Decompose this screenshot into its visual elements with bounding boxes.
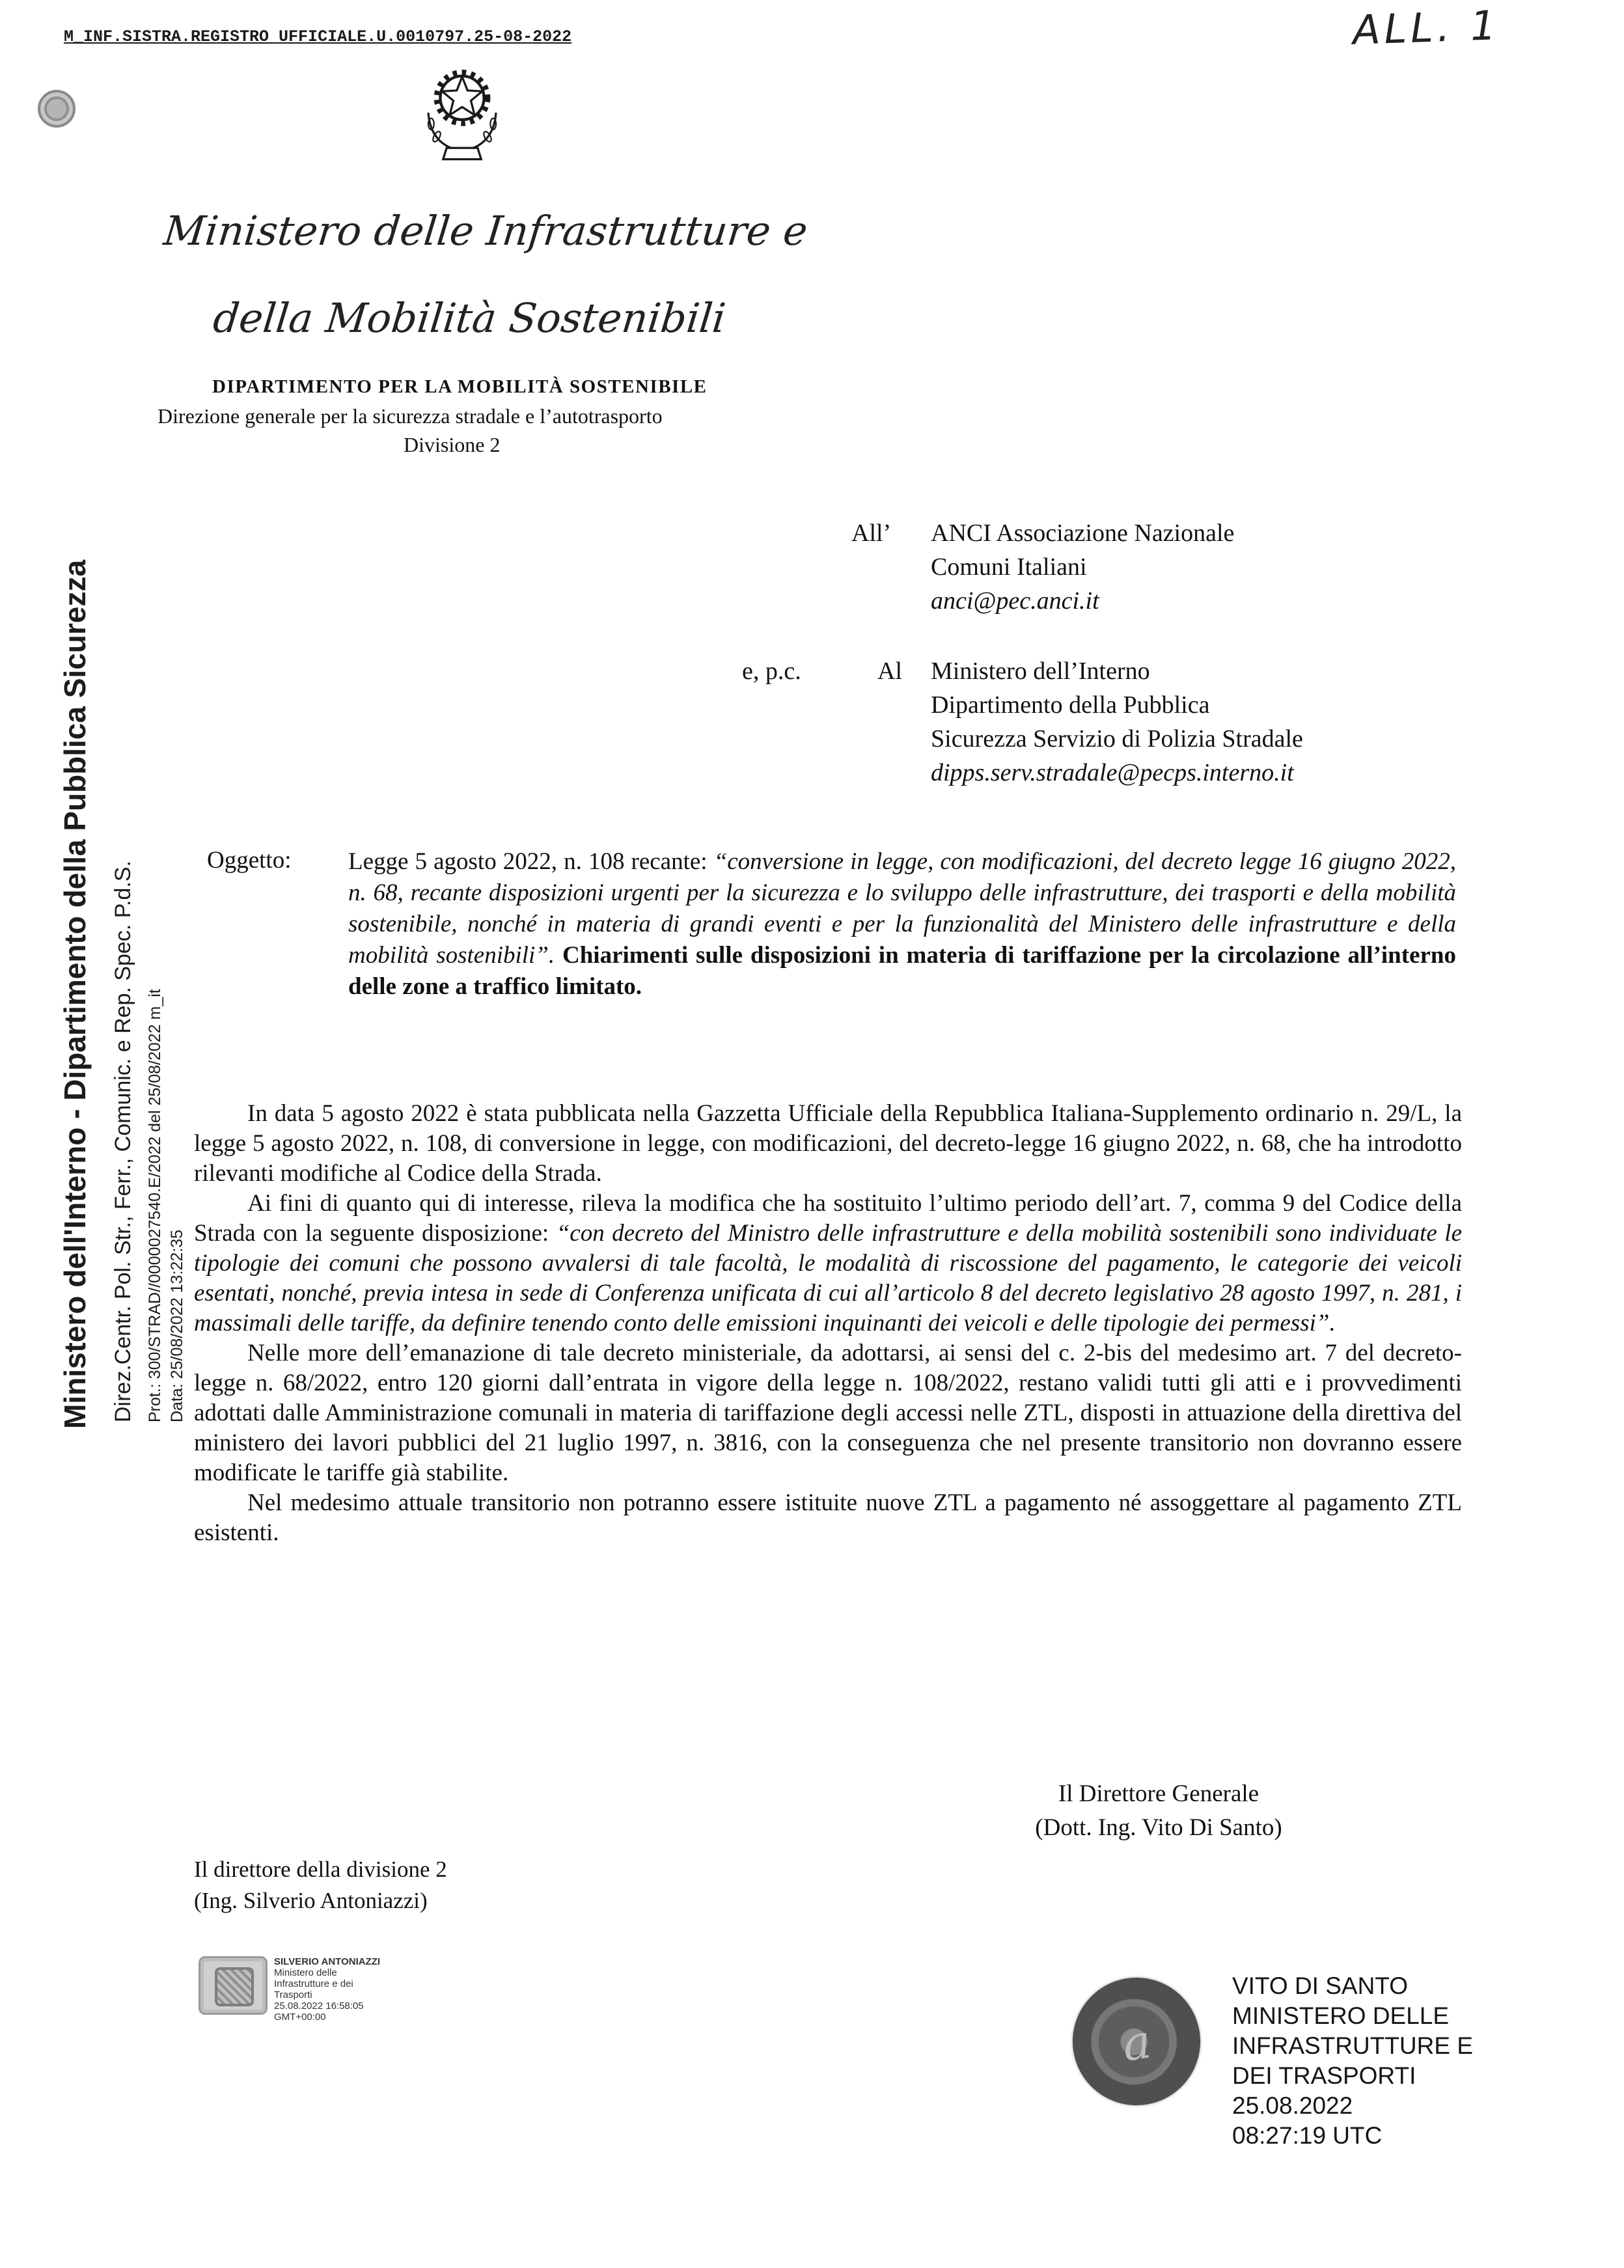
handwritten-annotation: ALL. 1 <box>1351 1 1501 54</box>
subject-label: Oggetto: <box>207 847 292 874</box>
timestamp-stamp-text <box>1232 1971 1473 2151</box>
subject-part-bold: Chiarimenti sulle disposizioni in materia di tariffazione per la circolazione all’interno delle zone a traffico limitato. <box>348 942 1456 1000</box>
stamp-name: VITO DI SANTO <box>1232 1972 1409 1999</box>
department-name: DIPARTIMENTO PER LA MOBILITÀ SOSTENIBILE <box>212 376 708 397</box>
stamp-time: 08:27:19 UTC <box>1232 2122 1383 2149</box>
subject-part-normal: Legge 5 agosto 2022, n. 108 recante: <box>348 848 714 875</box>
recipient-cc-line3: Sicurezza Servizio di Polizia Stradale <box>931 725 1303 753</box>
signature-right-name: (Dott. Ing. Vito Di Santo) <box>1035 1814 1282 1841</box>
signature-right-title: Il Direttore Generale <box>1058 1780 1259 1807</box>
digital-signature-stamp <box>199 1956 380 2023</box>
recipient-to-label: All’ <box>851 519 892 547</box>
ministry-script-title-line1: Ministero delle Infrastrutture e <box>161 207 810 255</box>
recipient-to-line1: ANCI Associazione Nazionale <box>931 519 1235 547</box>
recipient-to-block <box>931 516 1234 618</box>
recipient-cc-line2: Dipartimento della Pubblica <box>931 691 1210 719</box>
recipient-cc-email: dipps.serv.stradale@pecps.interno.it <box>931 759 1294 786</box>
recipient-to-email: anci@pec.anci.it <box>931 587 1099 615</box>
digital-signature-timezone: GMT+00:00 <box>274 2012 326 2023</box>
body-paragraph-2-lead: Ai fini di quanto qui di interesse, rileva la modifica che ha sostituito l’ultimo periodo dell’art. 7, comma 9 del Codice della Strada con la seguente disposizione: <box>194 1190 1462 1247</box>
digital-signature-org-line1: Ministero delle <box>274 1967 337 1978</box>
stamp-org-line2: INFRASTRUTTURE E <box>1232 2032 1473 2059</box>
body-paragraph-2 <box>194 1189 1462 1338</box>
signature-left-name: (Ing. Silverio Antoniazzi) <box>194 1888 428 1913</box>
signature-director-general <box>1002 1777 1315 1845</box>
body-paragraph-3: Nelle more dell’emanazione di tale decreto ministeriale, da adottarsi, ai sensi del c. 2-bis del medesimo art. 7 del decreto-legge n. 68/2022, entro 120 giorni dall’entrata in vigore della legge n. 108/2022, restano validi tutti gli atti e i provvedimenti adottati dalle Amministrazione comunali in materia di tariffazione degli accessi nelle ZTL, disposti in attuazione della direttiva del ministero dei lavori pubblici del 21 luglio 1997, n. 3816, con la conseguenza che nel presente transitorio non dovranno essere modificate le tariffe già stabilite. <box>194 1340 1462 1486</box>
digital-signature-timestamp: 25.08.2022 16:58:05 <box>274 2000 364 2012</box>
digital-signature-seal-icon <box>199 1956 268 2015</box>
signature-division-director <box>194 1854 447 1916</box>
digital-signature-name: SILVERIO ANTONIAZZI <box>274 1956 381 1967</box>
stamp-org-line1: MINISTERO DELLE <box>1232 2002 1450 2029</box>
stamp-date: 25.08.2022 <box>1232 2092 1353 2119</box>
sidebar-protocol-line: Prot.: 300/STRAD//0000027540.E/2022 del 25/08/2022 m_it <box>146 989 164 1422</box>
police-emblem-icon <box>38 90 76 128</box>
sidebar-ministry-interior-line: Ministero dell'Interno - Dipartimento della Pubblica Sicurezza <box>58 560 92 1429</box>
recipient-cc-block <box>931 654 1303 790</box>
round-ink-seal <box>1064 1969 1208 2113</box>
seal-inner-glyph: a <box>1119 2013 1155 2072</box>
body-paragraph-4: Nel medesimo attuale transitorio non potranno essere istituite nuove ZTL a pagamento né assoggettare al pagamento ZTL esistenti. <box>194 1489 1462 1546</box>
ministry-script-title-line2: della Mobilità Sostenibili <box>211 294 728 342</box>
protocol-registration-header: M_INF.SISTRA.REGISTRO UFFICIALE.U.0010797.25-08-2022 <box>64 27 572 46</box>
directorate-name: Direzione generale per la sicurezza stradale e l’autotrasporto <box>158 404 663 428</box>
recipient-cc-line1: Ministero dell’Interno <box>931 657 1150 685</box>
italian-republic-emblem-icon <box>420 57 504 167</box>
stamp-org-line3: DEI TRASPORTI <box>1232 2062 1416 2089</box>
sidebar-directorate-line: Direz.Centr. Pol. Str., Ferr., Comunic. e Rep. Spec. P.d.S. <box>111 861 135 1422</box>
digital-signature-text <box>274 1956 380 2023</box>
recipient-to-line2: Comuni Italiani <box>931 553 1087 581</box>
digital-signature-seal-pattern <box>215 1967 254 2006</box>
digital-signature-org-line3: Trasporti <box>274 1989 312 2000</box>
division-name: Divisione 2 <box>404 433 501 456</box>
sidebar-date-line: Data: 25/08/2022 13:22:35 <box>168 1229 186 1422</box>
subject-part-quote: “conversione in legge, con modificazioni, del decreto legge 16 giugno 2022, n. 68, recante disposizioni urgenti per la sicurezza e lo sviluppo delle infrastrutture, dei trasporti e della mobilità sostenibile, nonché in materia di grandi eventi e per la funzionalità del Ministero delle infrastrutture e della mobilità sostenibili”. <box>348 848 1456 969</box>
body-paragraph-2-quote: “con decreto del Ministro delle infrastrutture e della mobilità sostenibili sono individuate le tipologie dei comuni che possono avvalersi di tale facoltà, le modalità di riscossione del pagamento, le categorie dei veicoli esentati, nonché, previa intesa in sede di Conferenza unificata di cui all’articolo 8 del decreto legislativo 28 agosto 1997, n. 281, i massimali delle tariffe, da definire tenendo conto delle emissioni inquinanti dei veicoli e delle tipologie dei permessi”. <box>194 1220 1462 1336</box>
recipient-cc-al-label: Al <box>877 657 902 685</box>
letter-body <box>194 1099 1462 1548</box>
recipient-cc-label: e, p.c. <box>742 657 801 685</box>
body-paragraph-1: In data 5 agosto 2022 è stata pubblicata nella Gazzetta Ufficiale della Repubblica Italiana-Supplemento ordinario n. 29/L, la legge 5 agosto 2022, n. 108, di conversione in legge, con modificazioni, del decreto-legge 16 giugno 2022, n. 68, che ha introdotto rilevanti modifiche al Codice della Strada. <box>194 1100 1462 1187</box>
digital-signature-org-line2: Infrastrutture e dei <box>274 1978 353 1989</box>
signature-left-title: Il direttore della divisione 2 <box>194 1857 447 1882</box>
subject-text <box>348 846 1456 1003</box>
